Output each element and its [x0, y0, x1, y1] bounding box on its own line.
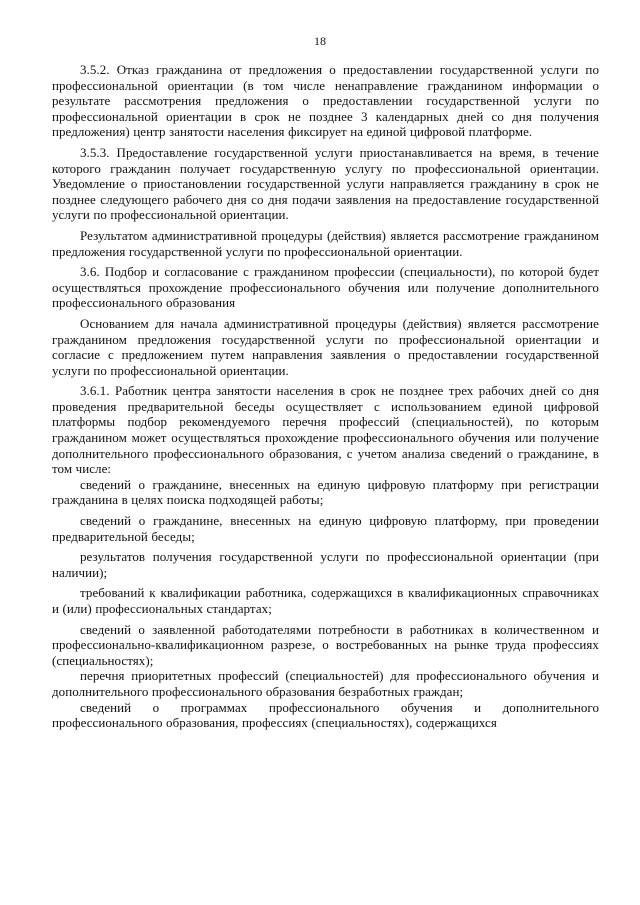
paragraph-procedure-basis: Основанием для начала административной процедуры (действия) является рассмотрение гражданином предложения государственной услуги по профессиональной ориентации и согласие с предложением путем направления заявления о предоставлении государственной услуги по профессиональной ориентации.: [52, 315, 599, 378]
paragraph-procedure-result: Результатом административной процедуры (действия) является рассмотрение гражданином предложения государственной услуги по профессиональной ориентации.: [52, 227, 599, 259]
list-item-employer-demand: сведений о заявленной работодателями потребности в работниках в количественном и профессионально-квалификационном разрезе, о востребованных на рынке труда профессиях (специальностях);: [52, 621, 599, 668]
paragraph-3-6-heading: 3.6. Подбор и согласование с гражданином профессии (специальности), по которой будет осуществляться прохождение профессионального обучения или получение дополнительного профессионального образования: [52, 264, 599, 311]
list-item-interview-data: сведений о гражданине, внесенных на единую цифровую платформу, при проведении предварительной беседы;: [52, 513, 599, 544]
page-number: 18: [314, 34, 326, 48]
paragraph-3-5-3: 3.5.3. Предоставление государственной услуги приостанавливается на время, в течение которого гражданин получает государственную услугу по профессиональной ориентации. Уведомление о приостановлении государственной услуги направляется гражданину в срок не позднее следующего рабочего дня со дня подачи заявления на предоставление государственной услуги по профессиональной ориентации.: [52, 144, 599, 223]
paragraph-3-6-1: 3.6.1. Работник центра занятости населения в срок не позднее трех рабочих дней со дня проведения предварительной беседы осуществляет с использованием единой цифровой платформы подбор рекомендуемого перечня профессий (специальностей), по которым гражданином может осуществляться прохождение профессионального обучения или получение дополнительного профессионального образования, с учетом анализа сведений о гражданине, в том числе:: [52, 383, 599, 477]
document-body: [52, 62, 599, 731]
list-item-qualification-requirements: требований к квалификации работника, содержащихся в квалификационных справочниках и (или) профессиональных стандартах;: [52, 585, 599, 616]
list-item-training-programs: сведений о программах профессионального обучения и дополнительного профессионального образования, профессиях (специальностях), содержащихся: [52, 699, 599, 731]
list-item-orientation-results: результатов получения государственной услуги по профессиональной ориентации (при наличии);: [52, 549, 599, 580]
list-item-priority-professions: перечня приоритетных профессий (специальностей) для профессионального обучения и дополнительного профессионального образования безработных граждан;: [52, 668, 599, 699]
list-item-registration-data: сведений о гражданине, внесенных на единую цифровую платформу при регистрации гражданина в целях поиска подходящей работы;: [52, 476, 599, 508]
paragraph-3-5-2: 3.5.2. Отказ гражданина от предложения о предоставлении государственной услуги по профессиональной ориентации (в том числе ненаправление гражданином информации о результате рассмотрения предложения о предоставлении государственной услуги по профессиональной ориентации в срок не позднее 3 календарных дней со дня получения предложения) центр занятости населения фиксирует на единой цифровой платформе.: [52, 62, 599, 140]
